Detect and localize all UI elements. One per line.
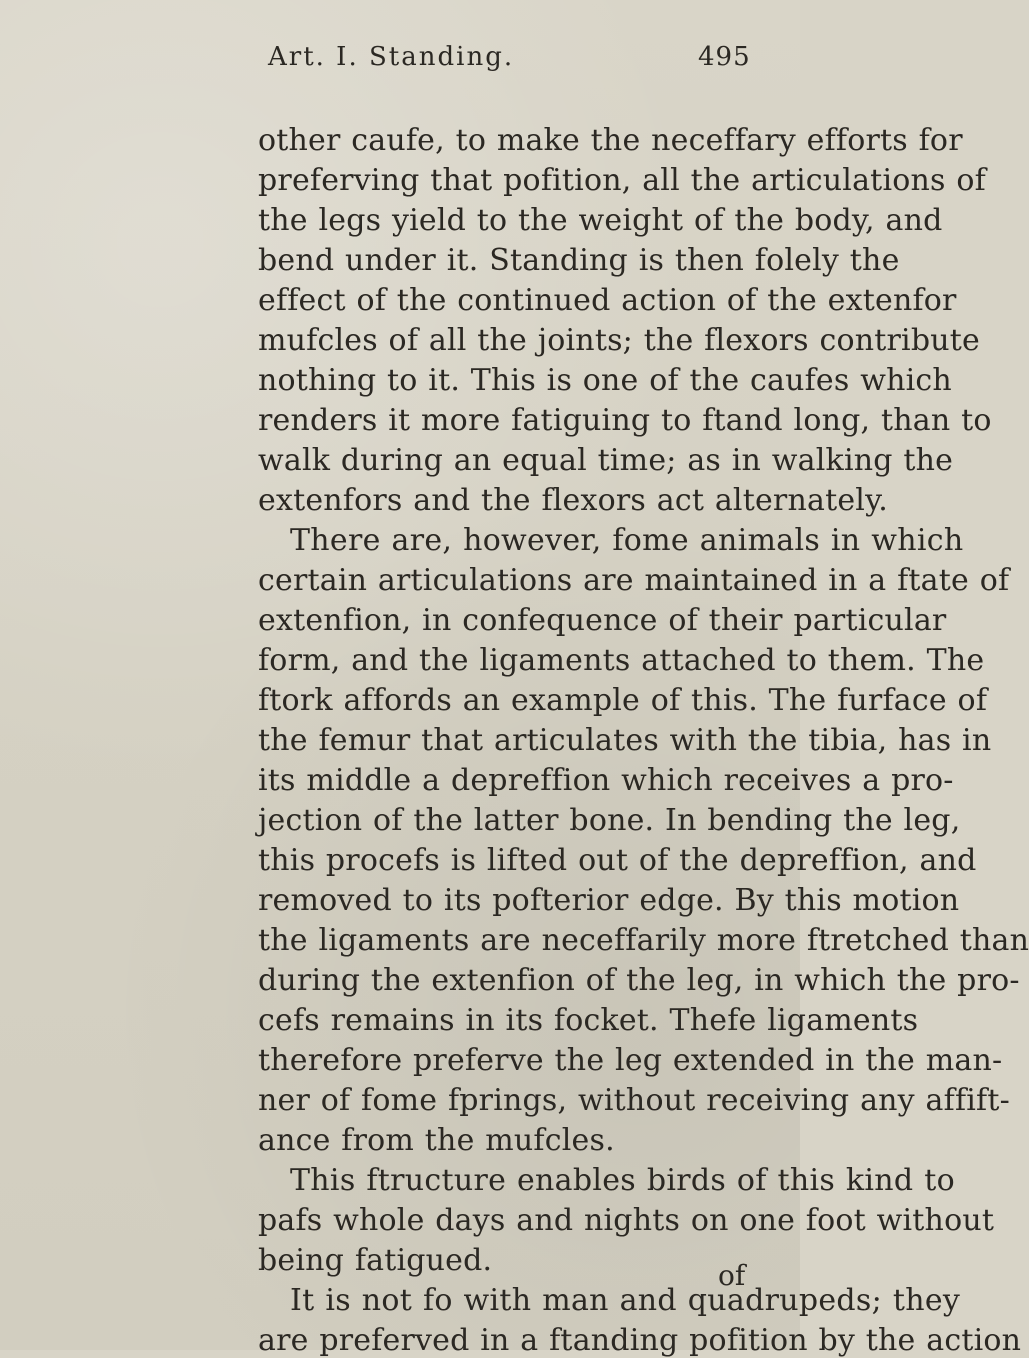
text-line: being fatigued.	[258, 1243, 493, 1278]
text-line: renders it more fatiguing to ftand long, than to	[258, 403, 992, 438]
text-line: mufcles of all the joints; the flexors contribute	[258, 323, 980, 358]
text-line: ance from the mufcles.	[258, 1123, 615, 1158]
page-header	[0, 44, 800, 84]
catchword: of	[718, 1259, 746, 1292]
text-line: ner of fome fprings, without receiving any affift-	[258, 1083, 1010, 1118]
text-line: preferving that pofition, all the articulations of	[258, 163, 986, 198]
text-line: this procefs is lifted out of the depreffion, and	[258, 843, 977, 878]
page-number: 495	[698, 42, 751, 72]
text-line: the femur that articulates with the tibia, has in	[258, 723, 992, 758]
text-line: certain articulations are maintained in a ftate of	[258, 563, 1010, 598]
text-line: extenfors and the flexors act alternately.	[258, 483, 888, 518]
text-line: extenfion, in confequence of their particular	[258, 603, 947, 638]
text-line: therefore preferve the leg extended in the man-	[258, 1043, 1003, 1078]
text-line: during the extenfion of the leg, in which the pro-	[258, 963, 1020, 998]
text-line: form, and the ligaments attached to them. The	[258, 643, 985, 678]
text-line: There are, however, fome animals in which	[290, 523, 964, 558]
text-line: bend under it. Standing is then folely the	[258, 243, 900, 278]
text-line: jection of the latter bone. In bending the leg,	[258, 803, 961, 838]
text-line: It is not fo with man and quadrupeds; they	[290, 1283, 961, 1318]
text-line: ftork affords an example of this. The furface of	[258, 683, 988, 718]
body-text	[0, 92, 1029, 1358]
running-title: Art. I. Standing.	[268, 42, 515, 72]
text-line: This ftructure enables birds of this kind to	[290, 1163, 955, 1198]
text-line: are preferved in a ftanding pofition by the action	[258, 1323, 1022, 1358]
text-line: cefs remains in its focket. Thefe ligaments	[258, 1003, 919, 1038]
text-line: nothing to it. This is one of the caufes which	[258, 363, 952, 398]
text-line: pafs whole days and nights on one foot without	[258, 1203, 995, 1238]
text-line: the legs yield to the weight of the body, and	[258, 203, 943, 238]
text-line: walk during an equal time; as in walking the	[258, 443, 954, 478]
text-line: other caufe, to make the neceffary efforts for	[258, 123, 963, 158]
text-line: removed to its pofterior edge. By this motion	[258, 883, 960, 918]
text-line: its middle a depreffion which receives a pro-	[258, 763, 954, 798]
text-line: effect of the continued action of the extenfor	[258, 283, 957, 318]
text-line: the ligaments are neceffarily more ftretched than	[258, 923, 1029, 958]
